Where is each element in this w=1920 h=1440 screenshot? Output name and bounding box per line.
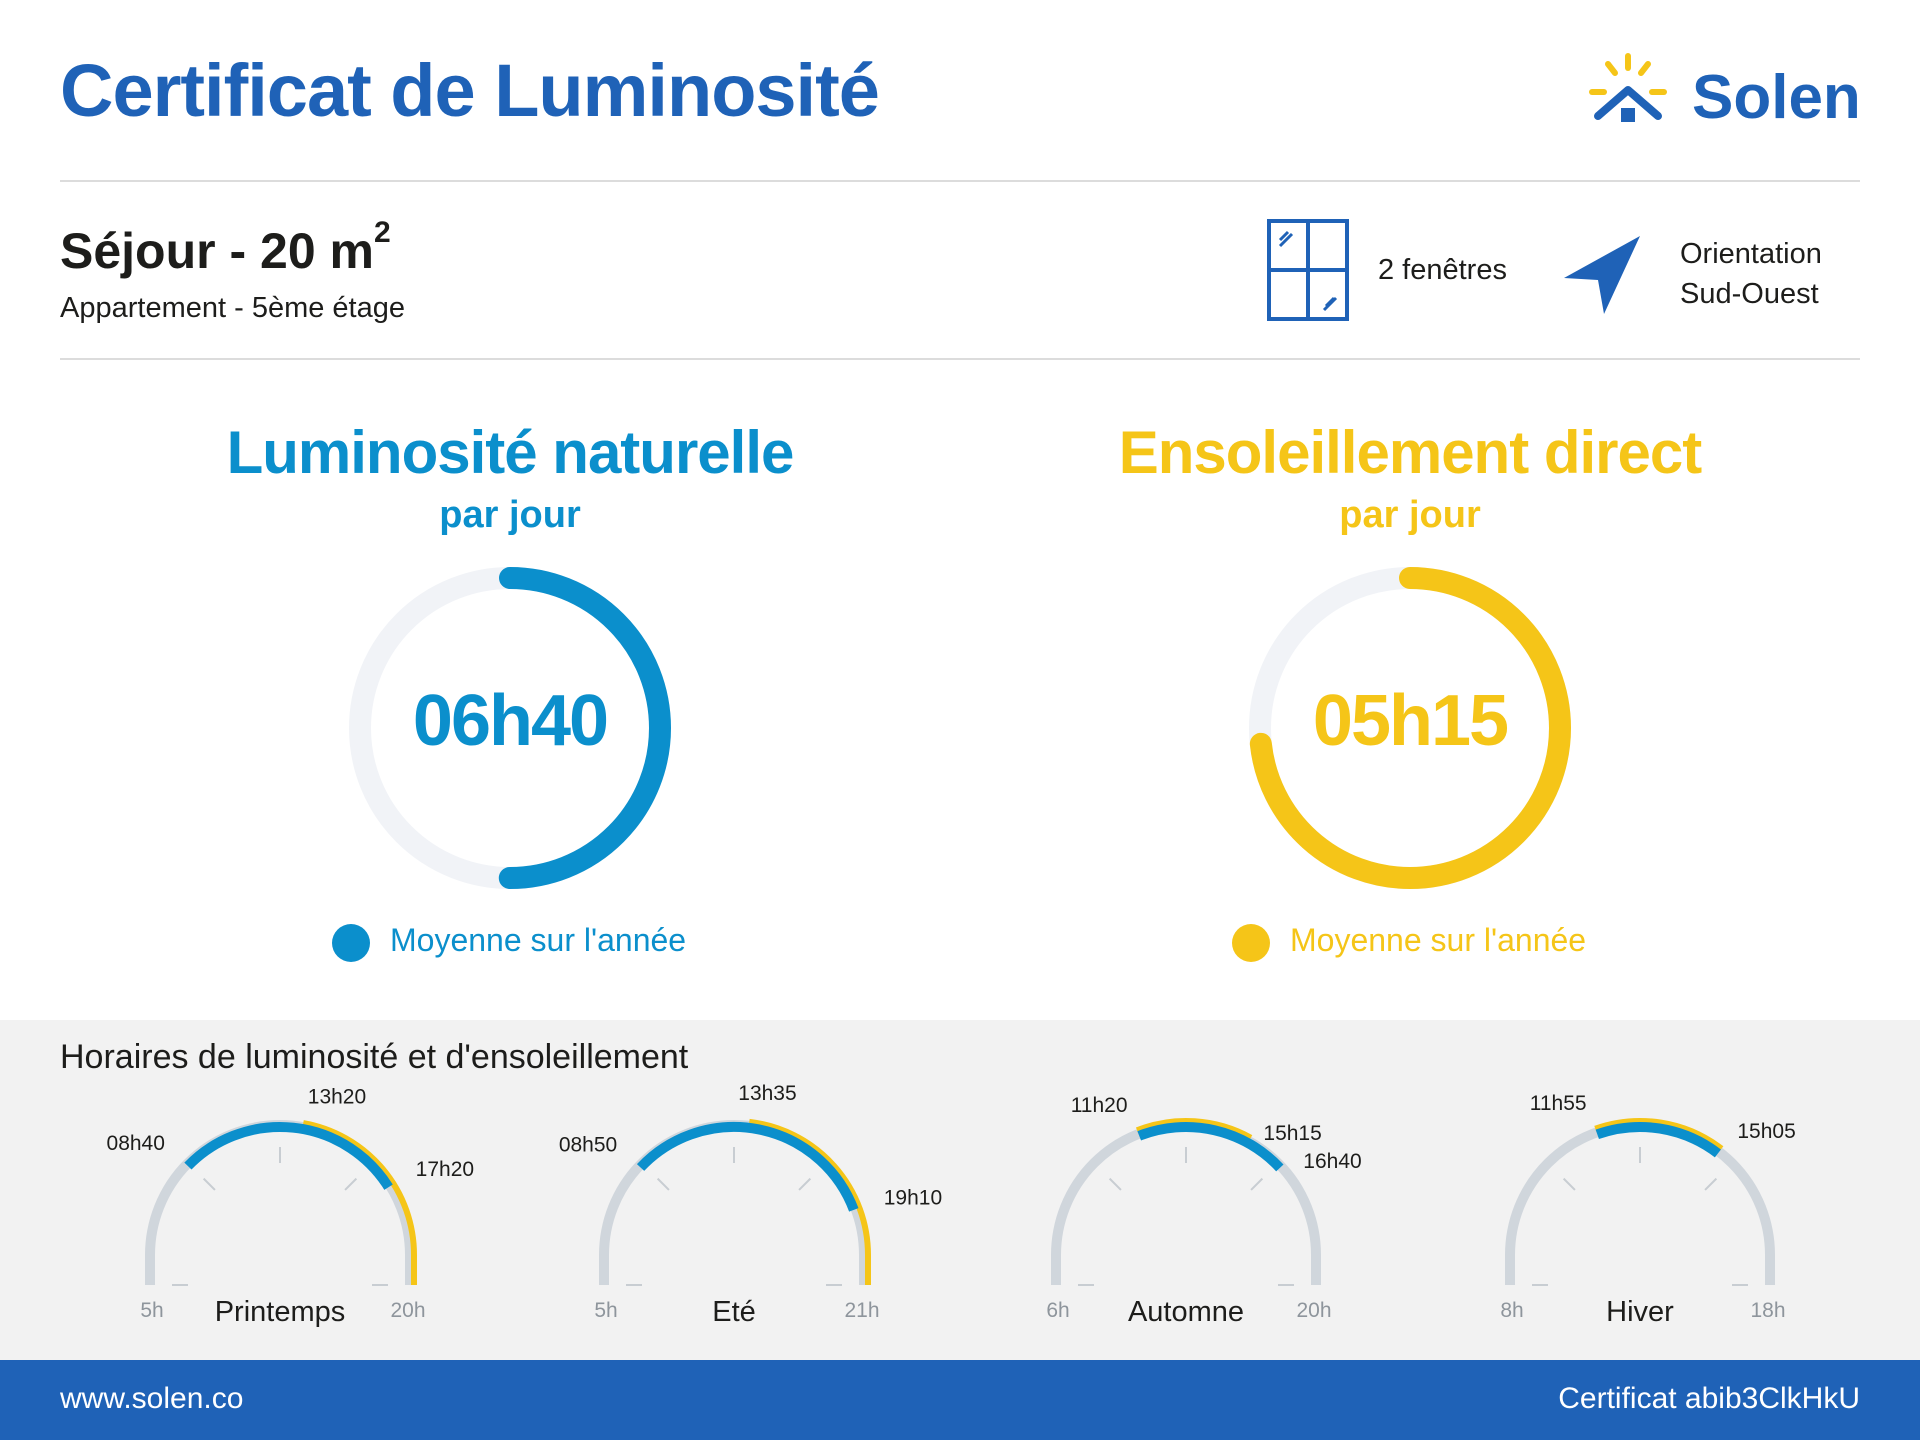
natural-light-legend: Moyenne sur l'année [390,922,687,958]
season-track [604,1125,864,1255]
certificate-id: Certificat abib3ClkHkU [1558,1382,1860,1415]
season-track [150,1125,410,1255]
natural-light-title: Luminosité naturelle [226,419,794,486]
season-name: Automne [1127,1296,1245,1328]
season-start-label: 8h [1500,1299,1524,1322]
season-time-label: 13h20 [307,1085,367,1109]
season-tick [204,1179,215,1190]
direct-sun-subtitle: par jour [1339,494,1481,536]
direct-sun-value: 05h15 [1312,681,1508,761]
season-start-label: 6h [1046,1299,1070,1322]
season-time-label: 08h50 [558,1133,618,1157]
orientation-value: Sud-Ouest [1680,278,1819,310]
season-sun-arc [303,1123,414,1255]
season-end-label: 20h [1296,1299,1332,1322]
orientation [1680,234,1822,314]
room-subtitle: Appartement - 5ème étage [60,292,405,324]
season-end-label: 18h [1750,1299,1786,1322]
season-tick [1705,1179,1716,1190]
season-light-arc [1597,1127,1718,1153]
season-time-label: 11h20 [1070,1094,1128,1118]
website-link[interactable]: www.solen.co [60,1382,244,1415]
schedule-title: Horaires de luminosité et d'ensoleillement [60,1038,689,1076]
season-end-label: 21h [844,1299,880,1322]
divider [60,358,1860,360]
season-time-label: 13h35 [738,1082,797,1106]
season-tick [658,1179,669,1190]
natural-light-subtitle: par jour [439,494,581,536]
season-time-label: 15h15 [1263,1122,1322,1146]
season-sun-arc [749,1122,868,1255]
natural-light-value: 06h40 [412,681,608,761]
season-name: Hiver [1606,1296,1674,1328]
orientation-label: Orientation [1680,238,1822,270]
season-name: Printemps [214,1296,346,1328]
season-light-arc [1139,1127,1280,1168]
season-end-label: 20h [390,1299,426,1322]
direct-sun-title: Ensoleillement direct [1118,419,1702,486]
season-start-label: 5h [140,1299,164,1322]
season-tick [799,1179,810,1190]
room-title [60,216,391,280]
window-icon [1266,218,1350,322]
legend-dot [1232,924,1270,962]
season-time-label: 15h05 [1737,1120,1796,1144]
legend-dot [332,924,370,962]
season-time-label: 16h40 [1303,1150,1362,1174]
season-tick [345,1179,356,1190]
season-gauge-automne [1021,1094,1362,1350]
season-start-label: 5h [594,1299,618,1322]
direct-sun-legend: Moyenne sur l'année [1290,922,1587,958]
windows-count: 2 fenêtres [1378,254,1507,286]
season-track [1510,1125,1770,1255]
season-tick [1251,1179,1262,1190]
season-tick [1564,1179,1575,1190]
season-time-label: 17h20 [415,1158,475,1182]
season-time-label: 11h55 [1529,1092,1587,1116]
room-area-unit: 2 [374,216,391,249]
season-light-arc [641,1127,854,1210]
brand-name: Solen [1692,63,1861,132]
divider [60,180,1860,182]
season-tick [1110,1179,1121,1190]
season-time-label: 19h10 [883,1186,943,1210]
season-name: Eté [712,1296,756,1328]
season-gauge-ete [558,1082,943,1350]
season-gauge-hiver [1475,1092,1805,1350]
navigation-arrow-icon [1562,234,1642,316]
season-time-label: 08h40 [106,1131,165,1155]
room-name: Séjour - 20 m [60,223,374,279]
season-gauge-printemps [106,1085,475,1350]
page-title: Certificat de Luminosité [60,49,879,132]
